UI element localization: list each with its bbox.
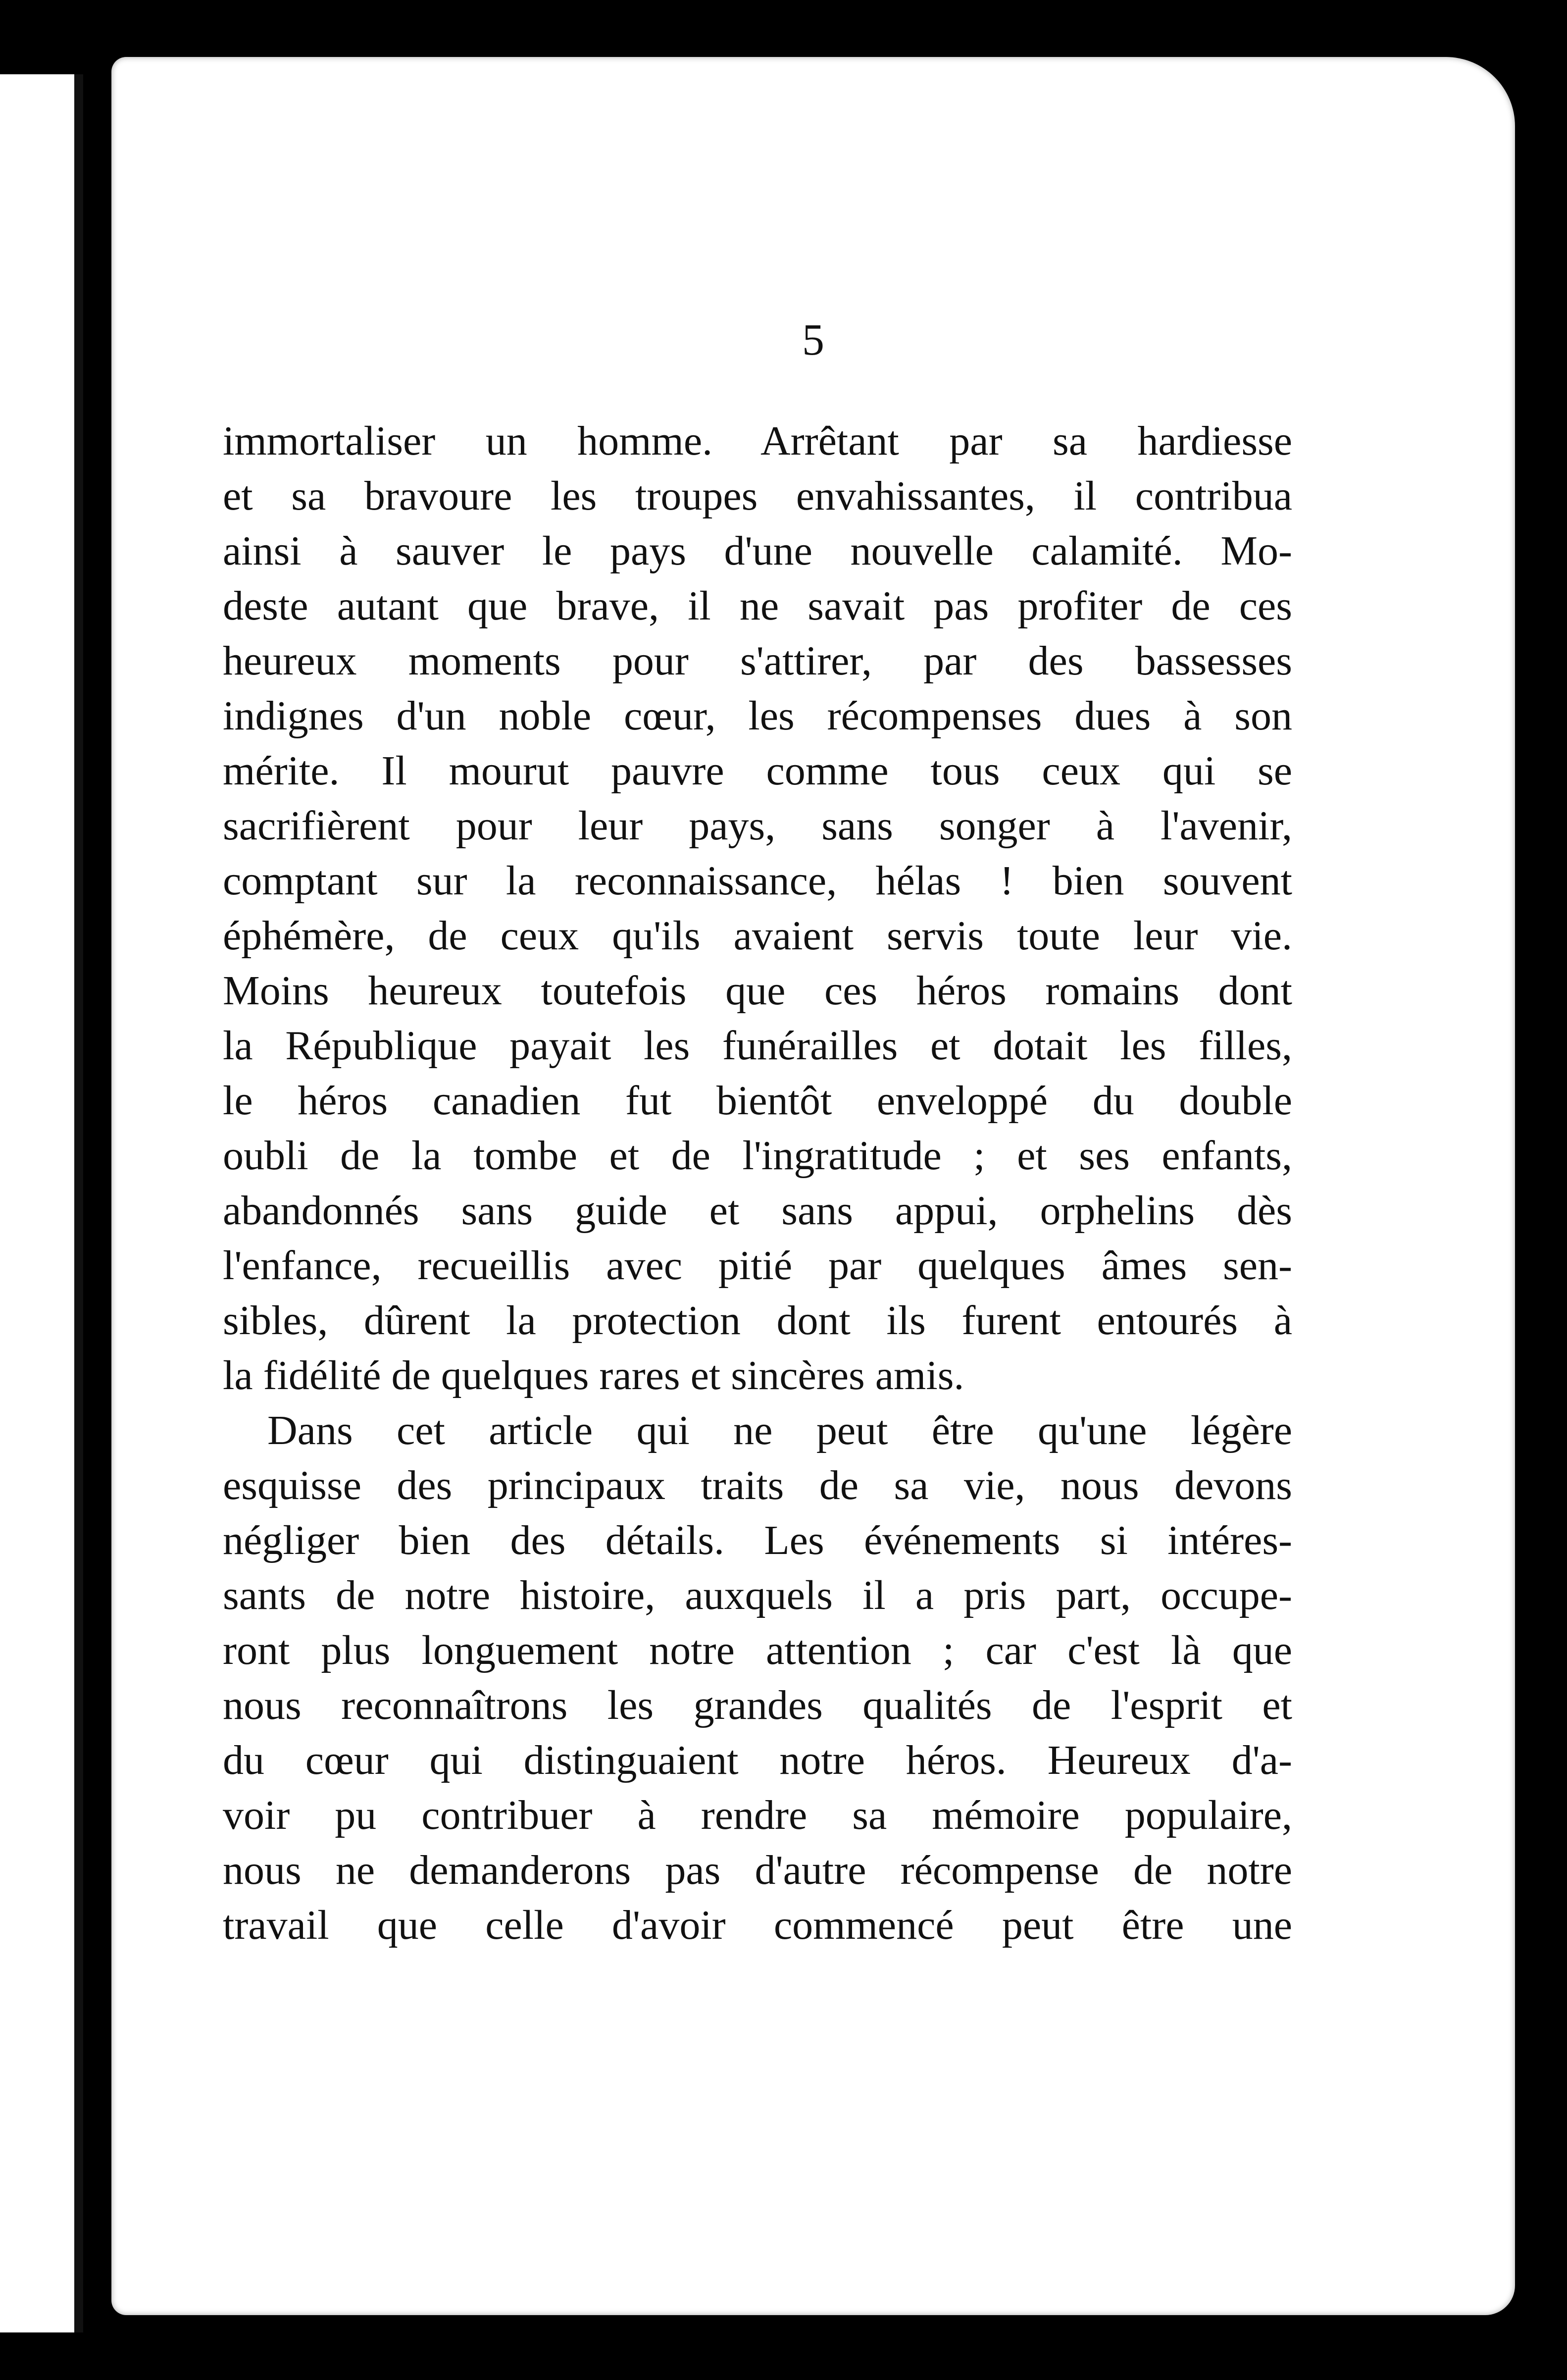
text-line: mérite. Il mourut pauvre comme tous ceux qui se [223, 748, 1292, 794]
text-line: nous reconnaîtrons les grandes qualités de l'esprit et [223, 1682, 1292, 1728]
text-line: sibles, dûrent la protection dont ils furent entourés à [223, 1297, 1292, 1344]
text-line: voir pu contribuer à rendre sa mémoire populaire, [223, 1792, 1292, 1838]
text-line: indignes d'un noble cœur, les récompenses dues à son [223, 693, 1292, 739]
text-line: abandonnés sans guide et sans appui, orphelins dès [223, 1188, 1292, 1234]
text-line: du cœur qui distinguaient notre héros. Heureux d'a- [223, 1737, 1292, 1783]
text-line: esquisse des principaux traits de sa vie, nous devons [223, 1462, 1292, 1508]
body-text [223, 414, 1292, 1953]
text-line: sacrifièrent pour leur pays, sans songer à l'avenir, [223, 803, 1292, 849]
text-line: nous ne demanderons pas d'autre récompense de notre [223, 1847, 1292, 1893]
book-page [111, 57, 1515, 2315]
text-line: comptant sur la reconnaissance, hélas ! bien souvent [223, 858, 1292, 904]
text-line: la République payait les funérailles et dotait les filles, [223, 1023, 1292, 1069]
text-line: Dans cet article qui ne peut être qu'une légère [267, 1407, 1292, 1453]
text-line: ront plus longuement notre attention ; car c'est là que [223, 1627, 1292, 1673]
adjacent-page-edge [0, 74, 83, 2332]
text-line: deste autant que brave, il ne savait pas profiter de ces [223, 583, 1292, 629]
page-number: 5 [802, 315, 824, 364]
text-line: heureux moments pour s'attirer, par des bassesses [223, 638, 1292, 684]
text-line: la fidélité de quelques rares et sincères amis. [223, 1352, 964, 1398]
text-line: sants de notre histoire, auxquels il a pris part, occupe- [223, 1572, 1292, 1618]
text-line: le héros canadien fut bientôt enveloppé du double [223, 1078, 1292, 1124]
text-line: ainsi à sauver le pays d'une nouvelle calamité. Mo- [223, 528, 1292, 574]
text-line: travail que celle d'avoir commencé peut être une [223, 1902, 1292, 1948]
text-line: oubli de la tombe et de l'ingratitude ; et ses enfants, [223, 1133, 1292, 1179]
text-line: Moins heureux toutefois que ces héros romains dont [223, 968, 1292, 1014]
text-line: négliger bien des détails. Les événements si intéres- [223, 1517, 1292, 1563]
text-line: immortaliser un homme. Arrêtant par sa hardiesse [223, 418, 1292, 464]
text-line: éphémère, de ceux qu'ils avaient servis toute leur vie. [223, 913, 1292, 959]
text-line: l'enfance, recueillis avec pitié par quelques âmes sen- [223, 1242, 1292, 1289]
text-line: et sa bravoure les troupes envahissantes, il contribua [223, 473, 1292, 519]
